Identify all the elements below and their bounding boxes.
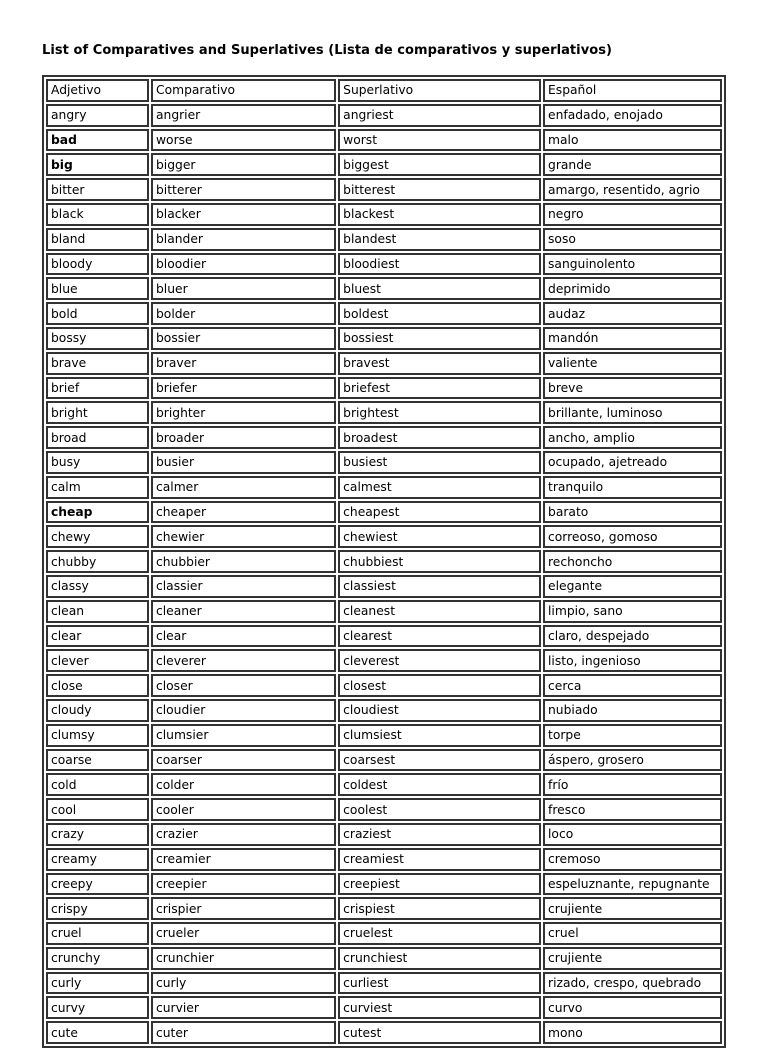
spanish-cell: curvo [543, 996, 722, 1019]
comparative-cell: cooler [151, 798, 336, 821]
spanish-cell: crujiente [543, 897, 722, 920]
spanish-cell: limpio, sano [543, 600, 722, 623]
comparative-cell: bigger [151, 153, 336, 176]
adjective-cell: curly [46, 972, 149, 995]
spanish-cell: ancho, amplio [543, 426, 722, 449]
comparative-cell: clear [151, 625, 336, 648]
table-row [46, 922, 722, 945]
adjective-cell: cruel [46, 922, 149, 945]
table-row [46, 600, 722, 623]
comparative-cell: bloodier [151, 253, 336, 276]
table-row [46, 153, 722, 176]
spanish-cell: claro, despejado [543, 625, 722, 648]
superlative-cell: boldest [338, 302, 541, 325]
adjective-cell: classy [46, 575, 149, 598]
comparative-cell: crazier [151, 823, 336, 846]
adjective-cell: clear [46, 625, 149, 648]
adjective-cell: creepy [46, 873, 149, 896]
spanish-cell: audaz [543, 302, 722, 325]
superlative-cell: blackest [338, 203, 541, 226]
adjective-cell: bold [46, 302, 149, 325]
table-row [46, 426, 722, 449]
superlative-cell: cloudiest [338, 699, 541, 722]
comparative-cell: cleverer [151, 649, 336, 672]
table-row [46, 550, 722, 573]
superlative-cell: calmest [338, 476, 541, 499]
superlative-cell: classiest [338, 575, 541, 598]
superlative-cell: crunchiest [338, 947, 541, 970]
comparative-cell: clumsier [151, 724, 336, 747]
spanish-cell: barato [543, 501, 722, 524]
table-row [46, 947, 722, 970]
superlative-cell: busiest [338, 451, 541, 474]
table-row [46, 798, 722, 821]
comparative-cell: bitterer [151, 178, 336, 201]
superlative-cell: curviest [338, 996, 541, 1019]
table-row [46, 674, 722, 697]
superlative-cell: worst [338, 129, 541, 152]
adjective-cell: black [46, 203, 149, 226]
adjective-cell: bland [46, 228, 149, 251]
comparative-cell: classier [151, 575, 336, 598]
table-row [46, 972, 722, 995]
superlative-cell: closest [338, 674, 541, 697]
spanish-cell: listo, ingenioso [543, 649, 722, 672]
adjective-cell: close [46, 674, 149, 697]
spanish-cell: enfadado, enojado [543, 104, 722, 127]
adjective-cell: cheap [46, 501, 149, 524]
superlative-cell: crispiest [338, 897, 541, 920]
header-espanol: Español [543, 79, 722, 102]
table-header-row [46, 79, 722, 102]
header-superlativo: Superlativo [338, 79, 541, 102]
superlative-cell: angriest [338, 104, 541, 127]
superlative-cell: creepiest [338, 873, 541, 896]
comparative-cell: chubbier [151, 550, 336, 573]
spanish-cell: correoso, gomoso [543, 525, 722, 548]
spanish-cell: elegante [543, 575, 722, 598]
comparative-cell: cuter [151, 1021, 336, 1044]
superlative-cell: coarsest [338, 749, 541, 772]
comparative-cell: curly [151, 972, 336, 995]
table-row [46, 228, 722, 251]
table-row [46, 178, 722, 201]
spanish-cell: amargo, resentido, agrio [543, 178, 722, 201]
comparative-cell: colder [151, 773, 336, 796]
spanish-cell: mono [543, 1021, 722, 1044]
table-row [46, 253, 722, 276]
superlative-cell: coldest [338, 773, 541, 796]
adjective-cell: clean [46, 600, 149, 623]
adjective-cell: creamy [46, 848, 149, 871]
header-adjetivo: Adjetivo [46, 79, 149, 102]
comparative-cell: cleaner [151, 600, 336, 623]
table-row [46, 476, 722, 499]
table-row [46, 749, 722, 772]
comparative-cell: crueler [151, 922, 336, 945]
table-row [46, 129, 722, 152]
comparative-cell: briefer [151, 377, 336, 400]
superlative-cell: clearest [338, 625, 541, 648]
adjective-cell: cool [46, 798, 149, 821]
superlative-cell: brightest [338, 401, 541, 424]
table-row [46, 996, 722, 1019]
superlative-cell: blandest [338, 228, 541, 251]
superlative-cell: cleanest [338, 600, 541, 623]
table-row [46, 625, 722, 648]
adjective-cell: bossy [46, 327, 149, 350]
superlative-cell: clumsiest [338, 724, 541, 747]
adjective-cell: bright [46, 401, 149, 424]
superlative-cell: coolest [338, 798, 541, 821]
spanish-cell: valiente [543, 352, 722, 375]
adjective-cell: calm [46, 476, 149, 499]
spanish-cell: espeluznante, repugnante [543, 873, 722, 896]
adjective-cell: coarse [46, 749, 149, 772]
table-row [46, 377, 722, 400]
adjective-cell: clumsy [46, 724, 149, 747]
table-row [46, 401, 722, 424]
adjective-cell: broad [46, 426, 149, 449]
superlative-cell: cheapest [338, 501, 541, 524]
spanish-cell: loco [543, 823, 722, 846]
superlative-cell: chubbiest [338, 550, 541, 573]
adjective-cell: cute [46, 1021, 149, 1044]
adjective-table [42, 75, 726, 1048]
table-row [46, 823, 722, 846]
table-row [46, 897, 722, 920]
adjective-cell: crunchy [46, 947, 149, 970]
adjective-cell: clever [46, 649, 149, 672]
spanish-cell: negro [543, 203, 722, 226]
superlative-cell: cutest [338, 1021, 541, 1044]
adjective-cell: bad [46, 129, 149, 152]
comparative-cell: braver [151, 352, 336, 375]
adjective-cell: angry [46, 104, 149, 127]
table-row [46, 277, 722, 300]
spanish-cell: torpe [543, 724, 722, 747]
adjective-cell: blue [46, 277, 149, 300]
spanish-cell: mandón [543, 327, 722, 350]
comparative-cell: curvier [151, 996, 336, 1019]
spanish-cell: cruel [543, 922, 722, 945]
adjective-cell: bloody [46, 253, 149, 276]
spanish-cell: malo [543, 129, 722, 152]
comparative-cell: creamier [151, 848, 336, 871]
table-row [46, 501, 722, 524]
spanish-cell: breve [543, 377, 722, 400]
adjective-cell: chubby [46, 550, 149, 573]
table-row [46, 352, 722, 375]
table-row [46, 575, 722, 598]
spanish-cell: soso [543, 228, 722, 251]
spanish-cell: cremoso [543, 848, 722, 871]
adjective-cell: crispy [46, 897, 149, 920]
comparative-cell: busier [151, 451, 336, 474]
adjective-cell: brief [46, 377, 149, 400]
comparative-cell: cloudier [151, 699, 336, 722]
comparative-cell: blander [151, 228, 336, 251]
adjective-cell: cold [46, 773, 149, 796]
spanish-cell: ocupado, ajetreado [543, 451, 722, 474]
table-row [46, 724, 722, 747]
adjective-cell: crazy [46, 823, 149, 846]
comparative-cell: crispier [151, 897, 336, 920]
spanish-cell: frío [543, 773, 722, 796]
spanish-cell: crujiente [543, 947, 722, 970]
spanish-cell: brillante, luminoso [543, 401, 722, 424]
table-row [46, 699, 722, 722]
comparative-cell: blacker [151, 203, 336, 226]
superlative-cell: bossiest [338, 327, 541, 350]
comparative-cell: angrier [151, 104, 336, 127]
spanish-cell: tranquilo [543, 476, 722, 499]
table-row [46, 848, 722, 871]
spanish-cell: nubiado [543, 699, 722, 722]
adjective-cell: big [46, 153, 149, 176]
comparative-cell: bossier [151, 327, 336, 350]
comparative-cell: coarser [151, 749, 336, 772]
table-row [46, 525, 722, 548]
comparative-cell: closer [151, 674, 336, 697]
adjective-cell: curvy [46, 996, 149, 1019]
comparative-cell: calmer [151, 476, 336, 499]
comparative-cell: worse [151, 129, 336, 152]
adjective-cell: brave [46, 352, 149, 375]
comparative-cell: broader [151, 426, 336, 449]
table-body [46, 104, 722, 1044]
spanish-cell: grande [543, 153, 722, 176]
table-row [46, 302, 722, 325]
table-row [46, 873, 722, 896]
table-row [46, 451, 722, 474]
superlative-cell: craziest [338, 823, 541, 846]
page-title: List of Comparatives and Superlatives (Lista de comparativos y superlativos) [42, 43, 612, 58]
spanish-cell: áspero, grosero [543, 749, 722, 772]
table-row [46, 649, 722, 672]
adjective-cell: chewy [46, 525, 149, 548]
superlative-cell: cleverest [338, 649, 541, 672]
superlative-cell: cruelest [338, 922, 541, 945]
adjective-cell: busy [46, 451, 149, 474]
superlative-cell: briefest [338, 377, 541, 400]
spanish-cell: fresco [543, 798, 722, 821]
superlative-cell: creamiest [338, 848, 541, 871]
table-row [46, 327, 722, 350]
superlative-cell: chewiest [338, 525, 541, 548]
superlative-cell: bitterest [338, 178, 541, 201]
comparative-cell: crunchier [151, 947, 336, 970]
table-row [46, 773, 722, 796]
spanish-cell: sanguinolento [543, 253, 722, 276]
header-comparativo: Comparativo [151, 79, 336, 102]
spanish-cell: deprimido [543, 277, 722, 300]
comparative-cell: bolder [151, 302, 336, 325]
superlative-cell: bloodiest [338, 253, 541, 276]
superlative-cell: biggest [338, 153, 541, 176]
adjective-cell: bitter [46, 178, 149, 201]
table-row [46, 1021, 722, 1044]
comparative-cell: chewier [151, 525, 336, 548]
comparative-cell: brighter [151, 401, 336, 424]
comparative-cell: bluer [151, 277, 336, 300]
superlative-cell: bravest [338, 352, 541, 375]
spanish-cell: cerca [543, 674, 722, 697]
table-row [46, 104, 722, 127]
spanish-cell: rechoncho [543, 550, 722, 573]
spanish-cell: rizado, crespo, quebrado [543, 972, 722, 995]
comparative-cell: creepier [151, 873, 336, 896]
adjective-cell: cloudy [46, 699, 149, 722]
superlative-cell: broadest [338, 426, 541, 449]
superlative-cell: curliest [338, 972, 541, 995]
table-row [46, 203, 722, 226]
superlative-cell: bluest [338, 277, 541, 300]
comparative-cell: cheaper [151, 501, 336, 524]
